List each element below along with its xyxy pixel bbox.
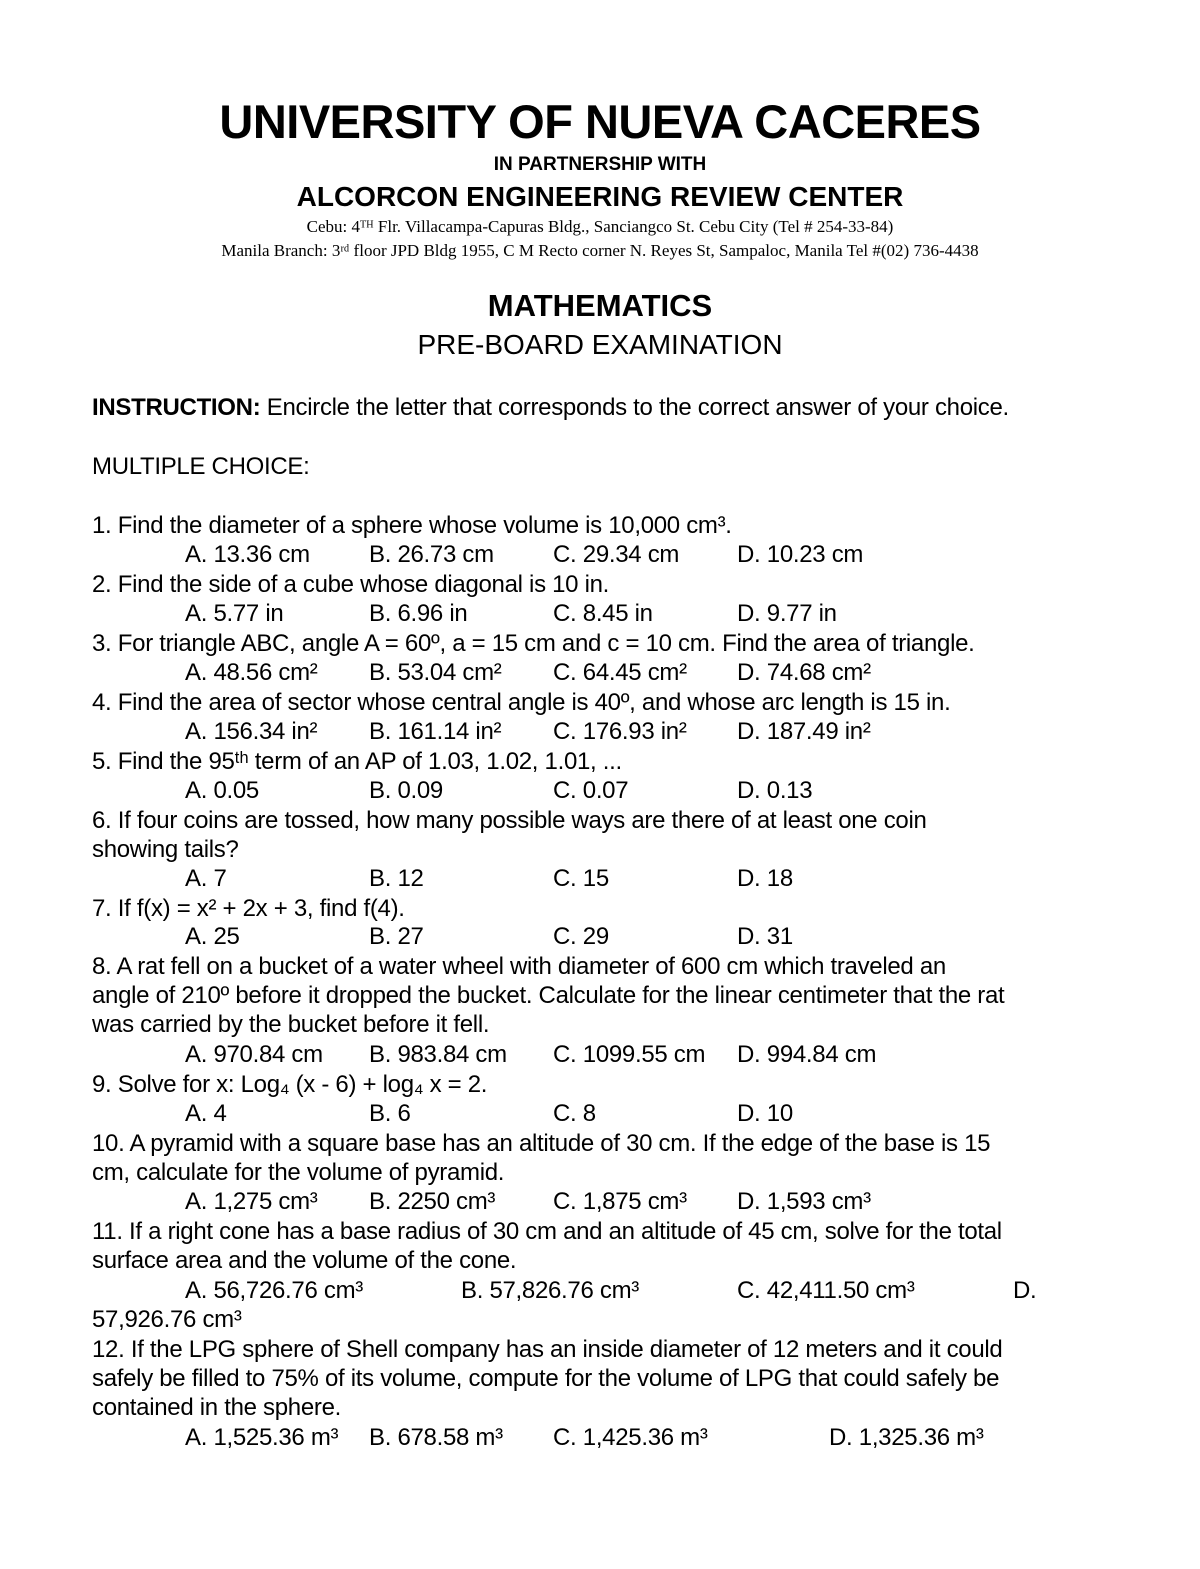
- choice-a[interactable]: A. 48.56 cm²: [185, 659, 318, 686]
- question-text-continued: showing tails?: [92, 836, 239, 863]
- choice-a[interactable]: A. 56,726.76 cm³: [185, 1277, 363, 1304]
- choice-row: [0, 541, 1200, 569]
- choice-row: [0, 1424, 1200, 1452]
- choice-a[interactable]: A. 25: [185, 923, 240, 950]
- choice-c[interactable]: C. 42,411.50 cm³: [737, 1277, 915, 1304]
- choice-b[interactable]: B. 27: [369, 923, 424, 950]
- choice-b[interactable]: B. 6: [369, 1100, 411, 1127]
- question-text: 11. If a right cone has a base radius of 30 cm and an altitude of 45 cm, solve for the total: [92, 1218, 1002, 1245]
- choice-d[interactable]: D. 74.68 cm²: [737, 659, 871, 686]
- choice-d[interactable]: D. 10: [737, 1100, 793, 1127]
- partnership-line: IN PARTNERSHIP WITH: [493, 154, 707, 175]
- manila-address: Manila Branch: 3ʳᵈ floor JPD Bldg 1955, C M Recto corner N. Reyes St, Sampaloc, Manila Tel #(02) 736-4438: [221, 241, 979, 260]
- choice-a[interactable]: A. 156.34 in²: [185, 718, 318, 745]
- choice-row: [0, 923, 1200, 951]
- question-text: 2. Find the side of a cube whose diagonal is 10 in.: [92, 571, 610, 598]
- choice-b[interactable]: B. 53.04 cm²: [369, 659, 502, 686]
- choice-c[interactable]: C. 1,425.36 m³: [553, 1424, 708, 1451]
- choice-c[interactable]: C. 1,875 cm³: [553, 1188, 687, 1215]
- choice-d[interactable]: D. 0.13: [737, 777, 813, 804]
- choice-d[interactable]: D. 31: [737, 923, 793, 950]
- choice-row: [0, 1188, 1200, 1216]
- choice-c[interactable]: C. 0.07: [553, 777, 629, 804]
- choice-d[interactable]: D. 994.84 cm: [737, 1041, 877, 1068]
- question-text: 7. If f(x) = x² + 2x + 3, find f(4).: [92, 895, 405, 922]
- question-text-continued: angle of 210º before it dropped the bucket. Calculate for the linear centimeter that the rat: [92, 982, 1005, 1009]
- choice-d[interactable]: D. 1,325.36 m³: [829, 1424, 984, 1451]
- choice-b[interactable]: B. 12: [369, 865, 424, 892]
- question-text-continued: safely be filled to 75% of its volume, compute for the volume of LPG that could safely be: [92, 1365, 1000, 1392]
- question-text-continued: cm, calculate for the volume of pyramid.: [92, 1159, 505, 1186]
- instruction: [92, 394, 1009, 422]
- choice-b[interactable]: B. 0.09: [369, 777, 443, 804]
- review-center-name: ALCORCON ENGINEERING REVIEW CENTER: [296, 181, 904, 212]
- choice-row: [0, 777, 1200, 805]
- choice-c[interactable]: C. 64.45 cm²: [553, 659, 687, 686]
- choice-c[interactable]: C. 8: [553, 1100, 596, 1127]
- question-text: 12. If the LPG sphere of Shell company has an inside diameter of 12 meters and it could: [92, 1336, 1003, 1363]
- exam-type: PRE-BOARD EXAMINATION: [417, 329, 783, 360]
- instruction-text: Encircle the letter that corresponds to the correct answer of your choice.: [260, 394, 1009, 421]
- choice-c[interactable]: C. 176.93 in²: [553, 718, 687, 745]
- exam-subject: MATHEMATICS: [487, 288, 713, 323]
- choice-d[interactable]: D. 187.49 in²: [737, 718, 871, 745]
- choice-c[interactable]: C. 29.34 cm: [553, 541, 680, 568]
- choice-b[interactable]: B. 57,826.76 cm³: [461, 1277, 639, 1304]
- choice-row: [0, 865, 1200, 893]
- question-text: 5. Find the 95ᵗʰ term of an AP of 1.03, 1.02, 1.01, ...: [92, 748, 622, 775]
- choice-c[interactable]: C. 1099.55 cm: [553, 1041, 706, 1068]
- choice-a[interactable]: A. 5.77 in: [185, 600, 284, 627]
- choice-d[interactable]: D.: [1013, 1277, 1037, 1304]
- cebu-address: Cebu: 4ᵀᴴ Flr. Villacampa-Capuras Bldg., Sanciangco St. Cebu City (Tel # 254-33-84): [306, 217, 894, 236]
- choice-a[interactable]: A. 1,525.36 m³: [185, 1424, 339, 1451]
- choice-row: [0, 1277, 1200, 1305]
- choice-c[interactable]: C. 8.45 in: [553, 600, 653, 627]
- question-text-continued: was carried by the bucket before it fell.: [92, 1011, 490, 1038]
- choice-a[interactable]: A. 0.05: [185, 777, 259, 804]
- choice-b[interactable]: B. 161.14 in²: [369, 718, 502, 745]
- choice-b[interactable]: B. 983.84 cm: [369, 1041, 507, 1068]
- choice-b[interactable]: B. 6.96 in: [369, 600, 468, 627]
- choice-a[interactable]: A. 1,275 cm³: [185, 1188, 318, 1215]
- question-text: 8. A rat fell on a bucket of a water wheel with diameter of 600 cm which traveled an: [92, 953, 946, 980]
- choice-row: [0, 1041, 1200, 1069]
- choice-row: [0, 1100, 1200, 1128]
- question-text-continued: contained in the sphere.: [92, 1394, 341, 1421]
- choice-d[interactable]: D. 9.77 in: [737, 600, 837, 627]
- choice-a[interactable]: A. 4: [185, 1100, 227, 1127]
- choice-row: [0, 659, 1200, 687]
- choice-a[interactable]: A. 970.84 cm: [185, 1041, 323, 1068]
- choice-c[interactable]: C. 15: [553, 865, 609, 892]
- section-label: MULTIPLE CHOICE:: [92, 453, 310, 480]
- question-text: 4. Find the area of sector whose central angle is 40º, and whose arc length is 15 in.: [92, 689, 951, 716]
- choice-b[interactable]: B. 26.73 cm: [369, 541, 494, 568]
- question-text-continued: surface area and the volume of the cone.: [92, 1247, 517, 1274]
- choice-a[interactable]: A. 7: [185, 865, 227, 892]
- choice-a[interactable]: A. 13.36 cm: [185, 541, 310, 568]
- choice-b[interactable]: B. 678.58 m³: [369, 1424, 503, 1451]
- choice-c[interactable]: C. 29: [553, 923, 609, 950]
- question-text: 9. Solve for x: Log₄ (x - 6) + log₄ x = 2.: [92, 1071, 488, 1098]
- choice-d[interactable]: D. 10.23 cm: [737, 541, 864, 568]
- choice-b[interactable]: B. 2250 cm³: [369, 1188, 496, 1215]
- choice-d-continued[interactable]: 57,926.76 cm³: [92, 1306, 242, 1333]
- choice-d[interactable]: D. 18: [737, 865, 793, 892]
- question-text: 10. A pyramid with a square base has an altitude of 30 cm. If the edge of the base is 15: [92, 1130, 991, 1157]
- choice-row: [0, 718, 1200, 746]
- choice-row: [0, 600, 1200, 628]
- question-text: 1. Find the diameter of a sphere whose volume is 10,000 cm³.: [92, 512, 732, 539]
- choice-d[interactable]: D. 1,593 cm³: [737, 1188, 871, 1215]
- question-text: 3. For triangle ABC, angle A = 60º, a = 15 cm and c = 10 cm. Find the area of triangle.: [92, 630, 975, 657]
- university-name: UNIVERSITY OF NUEVA CACERES: [219, 95, 981, 148]
- question-text: 6. If four coins are tossed, how many possible ways are there of at least one coin: [92, 807, 927, 834]
- instruction-label: INSTRUCTION:: [92, 394, 261, 421]
